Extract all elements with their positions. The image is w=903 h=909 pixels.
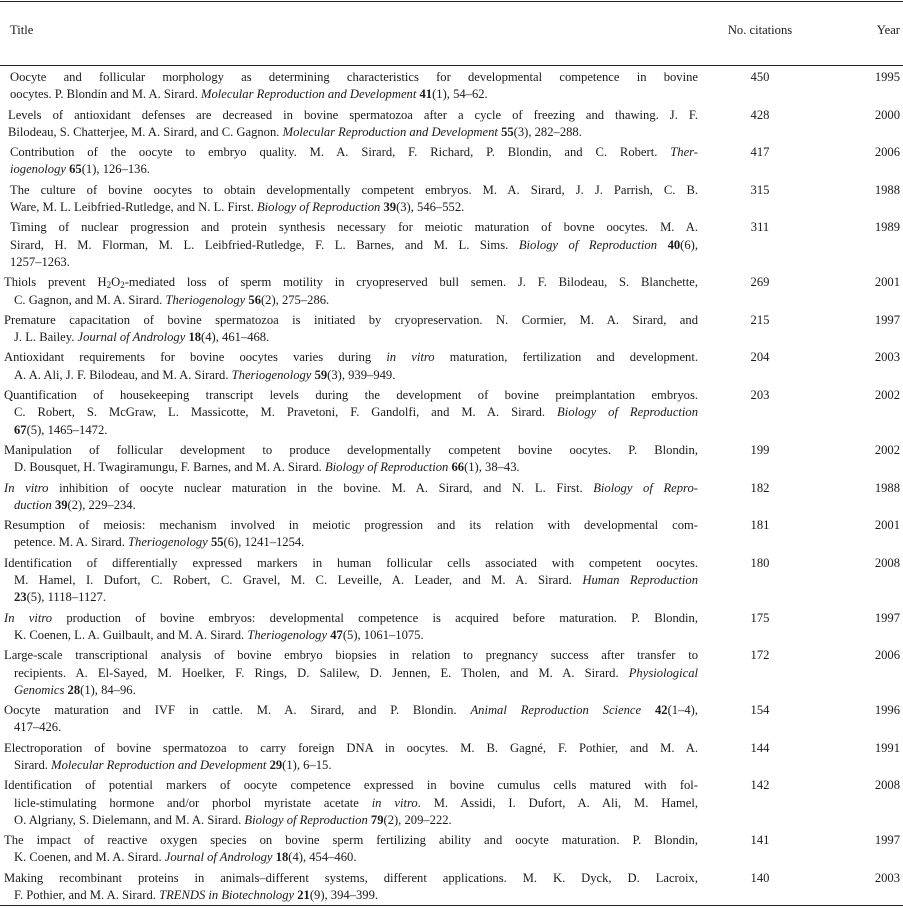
- italic-text: iogenology: [10, 162, 66, 177]
- citation-text: K. Coenen, L. A. Guilbault, and M. A. Sirard.: [14, 627, 248, 642]
- volume-number: 18: [275, 850, 289, 865]
- citation-count: 142: [750, 778, 770, 793]
- volume-number: 55: [210, 535, 224, 550]
- italic-text: Biology of Repro-: [593, 480, 698, 495]
- citation-text: Large-scale transcriptional analysis of bovine embryo biopsies in relation to pregnancy success after transfer to: [4, 648, 698, 663]
- citation-text: [657, 238, 668, 252]
- citation-text: (4), 454–460.: [288, 850, 357, 865]
- citation-text: [641, 703, 655, 717]
- table-row: [0, 182, 903, 217]
- citation-line: [10, 182, 698, 199]
- citation-line: [8, 124, 698, 141]
- citation-text: 1257–1263.: [10, 254, 70, 269]
- citation-text: A. A. Ali, J. F. Bilodeau, and M. A. Sirard.: [14, 367, 232, 382]
- citation-line: [10, 161, 698, 178]
- publication-year: 1991: [874, 740, 900, 755]
- italic-text: Theriogenology: [128, 535, 208, 550]
- citation-text: Manipulation of follicular development to produce developmentally competent bovine oocytes. P. Blondin,: [4, 442, 698, 457]
- citation-text: Bilodeau, S. Chatterjee, M. A. Sirard, and C. Gagnon.: [8, 124, 283, 139]
- italic-text: Genomics: [14, 682, 65, 697]
- volume-number: 55: [501, 124, 514, 139]
- citation-text: Premature capacitation of bovine spermatozoa is initiated by cryopreservation. N. Cormier, M. A. Sirard, and: [4, 312, 698, 327]
- italic-text: Journal of Andrology: [164, 850, 273, 865]
- volume-number: 39: [54, 497, 68, 512]
- citation-line: [4, 555, 698, 572]
- citation-title: [0, 69, 698, 104]
- volume-number: 28: [67, 682, 81, 697]
- table-row: [0, 555, 903, 607]
- publication-year: 2008: [874, 778, 900, 793]
- table-row: [0, 442, 903, 477]
- citation-title: [0, 777, 698, 829]
- citation-text: (5), 1118–1127.: [26, 590, 106, 605]
- citation-title: [0, 555, 698, 607]
- citation-line: [4, 647, 698, 664]
- citation-count: 140: [750, 870, 770, 885]
- publication-year: 1988: [874, 182, 900, 197]
- citation-line: [10, 219, 698, 236]
- citation-line: [10, 86, 698, 103]
- citation-line: [14, 795, 698, 812]
- italic-text: Biology of Reproduction: [324, 460, 449, 475]
- citation-title: [0, 647, 698, 699]
- citation-line: [14, 849, 698, 866]
- citation-line: [4, 274, 698, 291]
- citation-line: [14, 404, 698, 421]
- citation-line: [4, 312, 698, 329]
- citation-text: (3), 939–949.: [327, 367, 396, 382]
- table-row: [0, 480, 903, 515]
- citation-count: 180: [750, 555, 770, 570]
- citation-text: (3), 546–552.: [396, 200, 465, 215]
- citation-text: petence. M. A. Sirard.: [14, 535, 129, 550]
- italic-text: in vitro: [371, 795, 418, 810]
- publication-year: 2002: [874, 442, 900, 457]
- citation-title: [0, 349, 698, 384]
- table-bottom-rule: [0, 905, 903, 906]
- citation-line: [10, 144, 698, 161]
- citation-title: [0, 702, 698, 737]
- subscript: 2: [106, 280, 112, 291]
- citation-count: 199: [750, 442, 770, 457]
- volume-number: 59: [314, 367, 328, 382]
- citation-text: O: [111, 275, 121, 290]
- citation-line: [14, 422, 698, 439]
- citation-line: [4, 610, 698, 627]
- table-row: [0, 517, 903, 552]
- citation-line: [4, 832, 698, 849]
- citation-text: -mediated loss of sperm motility in cryopreserved bull semen. J. F. Bilodeau, S. Blanchette,: [124, 275, 698, 290]
- citation-title: [0, 480, 698, 515]
- citation-line: [14, 459, 698, 476]
- citation-line: [14, 719, 698, 736]
- citation-text: C. Gagnon, and M. A. Sirard.: [14, 292, 166, 307]
- citation-text: Timing of nuclear progression and protein synthesis necessary for meiotic maturation of bovne oocytes. M. A.: [10, 220, 698, 235]
- citation-count: 204: [750, 350, 770, 365]
- citation-table-body: [0, 69, 903, 907]
- volume-number: 40: [667, 237, 681, 252]
- table-row: [0, 777, 903, 829]
- italic-text: Journal of Andrology: [77, 330, 186, 345]
- table-row: [0, 610, 903, 645]
- citation-text: (1), 38–43.: [464, 460, 520, 475]
- citation-count: 315: [750, 182, 770, 197]
- citation-text: Levels of antioxidant defenses are decreased in bovine spermatozoa after a cycle of freezing and thawing. J. F.: [8, 107, 698, 122]
- italic-text: Physiological: [628, 665, 698, 680]
- publication-year: 1996: [874, 703, 900, 718]
- citation-title: [0, 870, 698, 905]
- citation-text: oocytes. P. Blondin and M. A. Sirard.: [10, 87, 202, 102]
- italic-text: Biology of Reproduction: [518, 237, 657, 252]
- citation-count: 154: [750, 703, 770, 718]
- subscript: 2: [120, 280, 125, 291]
- publication-year: 1988: [874, 480, 900, 495]
- citation-line: [4, 442, 698, 459]
- citation-text: K. Coenen, and M. A. Sirard.: [14, 850, 165, 865]
- citation-line: [14, 497, 698, 514]
- citation-title: [0, 610, 698, 645]
- citation-text: (9), 394–399.: [309, 888, 379, 903]
- citation-title: [0, 517, 698, 552]
- citation-line: [4, 387, 698, 404]
- citation-text: (5), 1061–1075.: [342, 627, 424, 642]
- volume-number: 66: [451, 460, 465, 475]
- publication-year: 2008: [874, 555, 900, 570]
- citation-text: D. Bousquet, H. Twagiramungu, F. Barnes, and M. A. Sirard.: [14, 460, 325, 475]
- citation-line: [14, 589, 698, 606]
- citation-count: 450: [750, 70, 770, 84]
- citation-line: [14, 627, 698, 644]
- italic-text: Molecular Reproduction and Development: [282, 124, 498, 139]
- citation-text: Thiols prevent H: [4, 275, 107, 290]
- citation-text: The culture of bovine oocytes to obtain developmentally competent embryos. M. A. Sirard, J. J. Parrish, C. B.: [10, 182, 698, 197]
- citation-title: [0, 274, 698, 309]
- citation-text: (6), 1241–1254.: [223, 535, 305, 550]
- citation-count: 141: [750, 833, 770, 848]
- publication-year: 1997: [874, 312, 900, 327]
- publication-year: 1989: [874, 220, 900, 235]
- citation-text: maturation, fertilization and development.: [434, 350, 698, 365]
- table-row: [0, 832, 903, 867]
- table-row: [0, 740, 903, 775]
- citation-text: (2), 229–234.: [67, 497, 136, 512]
- citation-count: 203: [750, 388, 770, 403]
- italic-text: Animal Reproduction Science: [470, 703, 642, 718]
- citation-count: 311: [750, 220, 770, 235]
- citation-text: O. Algriany, S. Dielemann, and M. A. Sirard.: [14, 812, 245, 827]
- citation-text: (1), 6–15.: [282, 757, 332, 772]
- citation-count: 181: [750, 518, 770, 533]
- italic-text: In vitro: [4, 610, 53, 625]
- table-row: [0, 349, 903, 384]
- volume-number: 65: [69, 162, 82, 177]
- citation-text: Ware, M. L. Leibfried-Rutledge, and N. L. First.: [10, 200, 257, 215]
- italic-text: Ther-: [670, 145, 698, 160]
- citation-line: [4, 349, 698, 366]
- citation-text: Identification of differentially expressed markers in human follicular cells associated with competent oocytes.: [4, 555, 698, 570]
- citation-text: (6),: [680, 237, 698, 252]
- table-row: [0, 69, 903, 104]
- italic-text: Theriogenology: [165, 292, 246, 307]
- citation-line: [14, 682, 698, 699]
- publication-year: 2003: [874, 870, 900, 885]
- publication-year: 2001: [874, 518, 900, 533]
- header-rule: [0, 65, 903, 66]
- italic-text: Molecular Reproduction and Development: [201, 87, 417, 102]
- citation-text: licle-stimulating hormone and/or phorbol myristate acetate: [14, 795, 372, 810]
- citation-text: (4), 461–468.: [201, 330, 270, 345]
- citation-text: (2), 275–286.: [260, 292, 330, 307]
- citation-title: [0, 832, 698, 867]
- citation-text: (2), 209–222.: [383, 812, 452, 827]
- volume-number: 67: [14, 422, 27, 437]
- volume-number: 41: [419, 87, 433, 102]
- citation-title: [0, 312, 698, 347]
- citation-line: [14, 665, 698, 682]
- citation-line: [10, 254, 698, 271]
- table-row: [0, 107, 903, 142]
- publication-year: 1997: [874, 610, 900, 625]
- table-row: [0, 387, 903, 439]
- citation-line: [4, 740, 698, 757]
- citation-text: Antioxidant requirements for bovine oocytes varies during: [4, 350, 387, 365]
- table-top-rule: [0, 1, 903, 2]
- citation-text: Contribution of the oocyte to embryo quality. M. A. Sirard, F. Richard, P. Blondin, and C. Robert.: [10, 145, 671, 160]
- citation-text: C. Robert, S. McGraw, L. Massicotte, M. Pravetoni, F. Gandolfi, and M. A. Sirard.: [14, 405, 558, 420]
- citation-line: [14, 329, 698, 346]
- citation-line: [4, 480, 698, 497]
- table-row: [0, 274, 903, 309]
- publication-year: 2000: [874, 107, 900, 122]
- italic-text: Biology of Reproduction: [256, 200, 381, 215]
- volume-number: 18: [188, 330, 202, 345]
- italic-text: in vitro: [386, 350, 435, 365]
- citation-count: 269: [750, 275, 770, 290]
- volume-number: 21: [297, 888, 310, 903]
- citation-text: J. L. Bailey.: [14, 330, 78, 345]
- column-header-citations: [700, 22, 820, 38]
- citation-line: [4, 702, 698, 719]
- citation-count: 172: [750, 648, 770, 663]
- citation-line: [14, 887, 698, 904]
- citation-text: (1–4),: [667, 703, 698, 718]
- column-header-year: Year: [876, 23, 900, 37]
- citation-text: Oocyte and follicular morphology as determining characteristics for developmental competence in bovine: [10, 70, 698, 84]
- citation-text: (3), 282–288.: [513, 124, 582, 139]
- citation-text: (5), 1465–1472.: [26, 422, 108, 437]
- publication-year: 2002: [874, 388, 900, 403]
- italic-text: In vitro: [4, 480, 49, 495]
- italic-text: Molecular Reproduction and Development: [51, 757, 267, 772]
- publication-year: 2001: [874, 275, 900, 290]
- citation-text: Identification of potential markers of oocyte competence expressed in bovine cumulus cells matured with fol-: [4, 778, 698, 793]
- citation-line: [14, 757, 698, 774]
- citation-text: Oocyte maturation and IVF in cattle. M. A. Sirard, and P. Blondin.: [4, 703, 471, 718]
- italic-text: Theriogenology: [247, 627, 328, 642]
- volume-number: 39: [383, 200, 397, 215]
- italic-text: Human Reproduction: [582, 573, 698, 588]
- citation-line: [10, 237, 698, 254]
- volume-number: 42: [654, 703, 668, 718]
- citation-title: [0, 219, 698, 271]
- citation-line: [10, 199, 698, 216]
- citation-text: inhibition of oocyte nuclear maturation in the bovine. M. A. Sirard, and N. L. First.: [48, 480, 594, 495]
- citation-text: F. Pothier, and M. A. Sirard.: [14, 888, 160, 903]
- citation-line: [14, 292, 698, 309]
- citation-text: Quantification of housekeeping transcript levels during the development of bovine preimplantation embryos.: [4, 388, 698, 403]
- publication-year: 2006: [874, 145, 900, 160]
- citation-line: [14, 812, 698, 829]
- citation-text: recipients. A. El-Sayed, M. Hoelker, F. Rings, D. Salilew, D. Jennen, E. Tholen, and M. A. Sirard.: [14, 665, 629, 680]
- citation-title: [0, 387, 698, 439]
- citation-line: [10, 69, 698, 86]
- citation-text: Making recombinant proteins in animals–different systems, different applications. M. K. Dyck, D. Lacroix,: [4, 870, 698, 885]
- citation-text: (1), 126–136.: [81, 162, 150, 177]
- table-row: [0, 702, 903, 737]
- volume-number: 29: [269, 757, 283, 772]
- column-header-title: Title: [10, 23, 34, 37]
- citation-line: [14, 367, 698, 384]
- table-row: [0, 312, 903, 347]
- citation-count: 144: [750, 740, 770, 755]
- publication-year: 2006: [874, 648, 900, 663]
- citation-count: 428: [750, 107, 770, 122]
- citation-line: [8, 107, 698, 124]
- publication-year: 2003: [874, 350, 900, 365]
- citation-title: [0, 107, 698, 142]
- italic-text: duction: [14, 497, 52, 512]
- citation-count: 175: [750, 610, 770, 625]
- citation-text: Sirard.: [14, 757, 52, 772]
- volume-number: 79: [370, 812, 384, 827]
- publication-year: 1995: [874, 70, 900, 84]
- citation-text: M. Hamel, I. Dufort, C. Robert, C. Gravel, M. C. Leveille, A. Leader, and M. A. Sirard.: [14, 573, 583, 588]
- citation-text: (1), 54–62.: [432, 87, 488, 102]
- citation-title: [0, 182, 698, 217]
- italic-text: Biology of Reproduction: [244, 812, 368, 827]
- citation-text: production of bovine embryos: developmental competence is acquired before maturation. P. Blondin,: [52, 610, 698, 625]
- table-row: [0, 144, 903, 179]
- citation-text: (1), 84–96.: [80, 682, 136, 697]
- citation-text: Electroporation of bovine spermatozoa to carry foreign DNA in oocytes. M. B. Gagné, F. Pothier, and M. A.: [4, 740, 698, 755]
- citation-title: [0, 442, 698, 477]
- citation-text: Resumption of meiosis: mechanism involved in meiotic progression and its relation with developmental com-: [4, 518, 698, 533]
- volume-number: 23: [14, 590, 27, 605]
- citation-line: [4, 777, 698, 794]
- table-row: [0, 870, 903, 905]
- italic-text: Biology of Reproduction: [557, 405, 699, 420]
- citation-text: Sirard, H. M. Florman, M. L. Leibfried-Rutledge, F. L. Barnes, and M. L. Sims.: [10, 237, 519, 252]
- citation-count: 182: [750, 480, 770, 495]
- citation-title: [0, 740, 698, 775]
- volume-number: 47: [330, 627, 343, 642]
- citation-line: [14, 572, 698, 589]
- italic-text: Theriogenology: [231, 367, 312, 382]
- citation-text: The impact of reactive oxygen species on bovine sperm fertilizing ability and oocyte maturation. P. Blondin,: [4, 833, 698, 848]
- citation-title: [0, 144, 698, 179]
- italic-text: TRENDS in Biotechnology: [159, 888, 295, 903]
- citation-line: [4, 517, 698, 534]
- citation-line: [14, 534, 698, 551]
- table-row: [0, 219, 903, 271]
- citation-text: . M. Assidi, I. Dufort, A. Ali, M. Hamel,: [417, 795, 698, 810]
- volume-number: 56: [248, 292, 261, 307]
- citation-count: 417: [750, 145, 770, 160]
- citation-text: 417–426.: [14, 720, 62, 735]
- column-header-citations-label: No. citations: [727, 23, 793, 37]
- table-row: [0, 647, 903, 699]
- publication-year: 1997: [874, 833, 900, 848]
- citation-count: 215: [750, 312, 770, 327]
- citation-line: [4, 870, 698, 887]
